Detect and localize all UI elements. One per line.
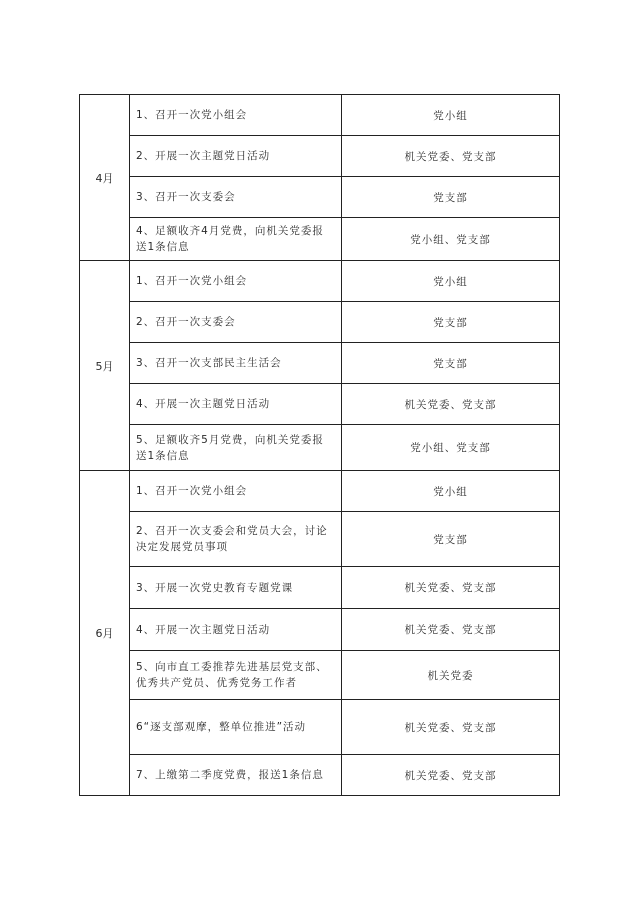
task-cell: 7、上缴第二季度党费，报送1条信息 [130, 755, 342, 796]
table-row [80, 700, 560, 755]
task-cell: 6“逐支部观摩，整单位推进”活动 [130, 700, 342, 755]
task-cell: 3、召开一次支委会 [130, 177, 342, 218]
task-cell: 2、召开一次支委会 [130, 302, 342, 343]
owner-cell: 党支部 [342, 512, 560, 567]
task-cell: 1、召开一次党小组会 [130, 471, 342, 512]
table-row [80, 567, 560, 609]
owner-cell: 党小组、党支部 [342, 218, 560, 261]
task-cell: 2、召开一次支委会和党员大会，讨论决定发展党员事项 [130, 512, 342, 567]
table-row [80, 302, 560, 343]
table-row [80, 261, 560, 302]
owner-cell: 机关党委、党支部 [342, 609, 560, 651]
task-cell: 5、足额收齐5月党费，向机关党委报送1条信息 [130, 425, 342, 471]
table-row [80, 512, 560, 567]
task-cell: 5、向市直工委推荐先进基层党支部、优秀共产党员、优秀党务工作者 [130, 651, 342, 700]
owner-cell: 党支部 [342, 343, 560, 384]
task-cell: 4、足额收齐4月党费，向机关党委报送1条信息 [130, 218, 342, 261]
table-row [80, 177, 560, 218]
table-row [80, 136, 560, 177]
task-cell: 1、召开一次党小组会 [130, 261, 342, 302]
task-cell: 1、召开一次党小组会 [130, 95, 342, 136]
owner-cell: 机关党委、党支部 [342, 700, 560, 755]
owner-cell: 机关党委、党支部 [342, 567, 560, 609]
work-plan-table [79, 94, 560, 796]
table-row [80, 471, 560, 512]
task-cell: 3、召开一次支部民主生活会 [130, 343, 342, 384]
owner-cell: 党支部 [342, 302, 560, 343]
month-cell-may: 5月 [80, 261, 130, 471]
task-cell: 2、开展一次主题党日活动 [130, 136, 342, 177]
owner-cell: 党支部 [342, 177, 560, 218]
table-row [80, 95, 560, 136]
table-row [80, 609, 560, 651]
table-row [80, 384, 560, 425]
task-cell: 3、开展一次党史教育专题党课 [130, 567, 342, 609]
task-cell: 4、开展一次主题党日活动 [130, 384, 342, 425]
table-row [80, 218, 560, 261]
month-cell-june: 6月 [80, 471, 130, 796]
table-row [80, 755, 560, 796]
owner-cell: 机关党委、党支部 [342, 136, 560, 177]
owner-cell: 党小组、党支部 [342, 425, 560, 471]
owner-cell: 党小组 [342, 261, 560, 302]
owner-cell: 机关党委 [342, 651, 560, 700]
table-row [80, 651, 560, 700]
task-cell: 4、开展一次主题党日活动 [130, 609, 342, 651]
owner-cell: 党小组 [342, 471, 560, 512]
owner-cell: 机关党委、党支部 [342, 384, 560, 425]
owner-cell: 党小组 [342, 95, 560, 136]
table-row [80, 425, 560, 471]
table-row [80, 343, 560, 384]
month-cell-april: 4月 [80, 95, 130, 261]
owner-cell: 机关党委、党支部 [342, 755, 560, 796]
